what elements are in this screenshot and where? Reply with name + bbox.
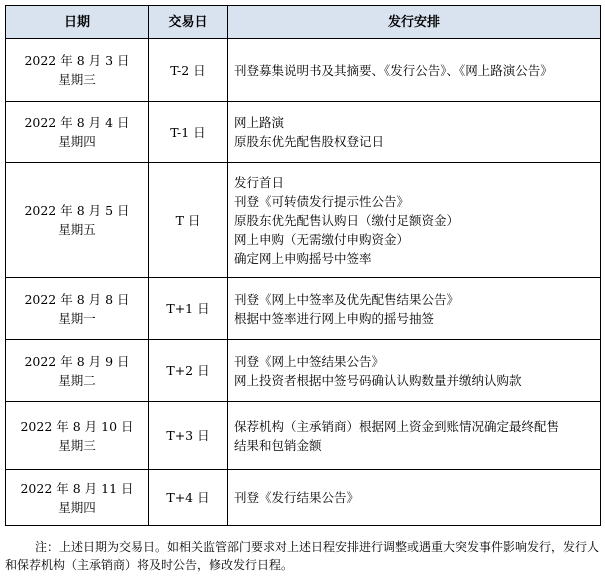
date-text: 2022 年 8 月 5 日 (24, 203, 130, 218)
trading-day-cell: T+1 日 (149, 278, 228, 340)
issuance-schedule-table (5, 5, 601, 526)
arrangement-line: 刊登《发行结果公告》 (234, 490, 360, 505)
date-cell (6, 39, 149, 102)
arrangement-cell (228, 39, 601, 102)
table-row (6, 340, 601, 402)
arrangement-line: 原股东优先配售股权登记日 (234, 134, 385, 149)
arrangement-line: 发行首日 (234, 174, 285, 190)
header-date: 日期 (6, 6, 149, 39)
date-text: 2022 年 8 月 10 日 (20, 418, 134, 434)
date-text: 2022 年 8 月 8 日 (24, 291, 130, 307)
weekday-text: 星期二 (58, 372, 96, 388)
table-row (6, 278, 601, 340)
date-cell (6, 278, 149, 340)
trading-day-cell: T+4 日 (149, 470, 228, 526)
arrangement-line: 刊登募集说明书及其摘要、《发行公告》、《网上路演公告》 (234, 62, 553, 78)
trading-day-cell: T-2 日 (149, 39, 228, 102)
date-cell (6, 470, 149, 526)
weekday-text: 星期四 (58, 499, 96, 515)
arrangement-line: 刊登《网上中签率及优先配售结果公告》 (234, 291, 460, 307)
date-text: 2022 年 8 月 9 日 (24, 353, 130, 369)
header-trading-day: 交易日 (149, 6, 228, 39)
arrangement-cell (228, 278, 601, 340)
date-cell (6, 163, 149, 278)
weekday-text: 星期五 (58, 222, 96, 237)
arrangement-line: 根据中签率进行网上申购的摇号抽签 (234, 310, 435, 326)
arrangement-line: 保荐机构（主承销商）根据网上资金到账情况确定最终配售 (234, 418, 560, 434)
table-row (6, 402, 601, 470)
date-cell (6, 340, 149, 402)
arrangement-line: 网上申购（无需缴付申购资金） (234, 231, 410, 247)
table-header (6, 6, 601, 39)
arrangement-line: 结果和包销金额 (234, 437, 322, 453)
date-text: 2022 年 8 月 4 日 (24, 115, 130, 130)
date-cell (6, 102, 149, 163)
weekday-text: 星期三 (58, 437, 96, 453)
arrangement-line: 原股东优先配售认购日（缴付足额资金） (234, 212, 460, 228)
date-text: 2022 年 8 月 11 日 (20, 480, 134, 496)
weekday-text: 星期三 (58, 72, 96, 87)
date-cell (6, 402, 149, 470)
date-text: 2022 年 8 月 3 日 (24, 53, 130, 68)
table-row (6, 163, 601, 278)
arrangement-cell (228, 163, 601, 278)
arrangement-cell (228, 470, 601, 526)
weekday-text: 星期一 (58, 310, 96, 326)
table-row (6, 470, 601, 526)
arrangement-cell (228, 102, 601, 163)
arrangement-cell (228, 340, 601, 402)
arrangement-line: 刊登《网上中签结果公告》 (234, 353, 385, 369)
footnote: 注：上述日期为交易日。如相关监管部门要求对上述日程安排进行调整或遇重大突发事件影响发行，发行人和保荐机构（主承销商）将及时公告，修改发行日程。 (5, 540, 600, 572)
arrangement-line: 确定网上申购摇号中签率 (234, 250, 372, 266)
trading-day-cell: T-1 日 (149, 102, 228, 163)
trading-day-cell: T+2 日 (149, 340, 228, 402)
table-row (6, 39, 601, 102)
arrangement-line: 网上投资者根据中签号码确认认购数量并缴纳认购款 (234, 372, 522, 388)
weekday-text: 星期四 (58, 134, 96, 149)
header-row (6, 6, 601, 39)
table-row (6, 102, 601, 163)
trading-day-cell: T 日 (149, 163, 228, 278)
arrangement-cell (228, 402, 601, 470)
header-arrangement: 发行安排 (228, 6, 601, 39)
trading-day-cell: T+3 日 (149, 402, 228, 470)
arrangement-line: 网上路演 (234, 115, 285, 130)
arrangement-line: 刊登《可转债发行提示性公告》 (234, 193, 410, 209)
